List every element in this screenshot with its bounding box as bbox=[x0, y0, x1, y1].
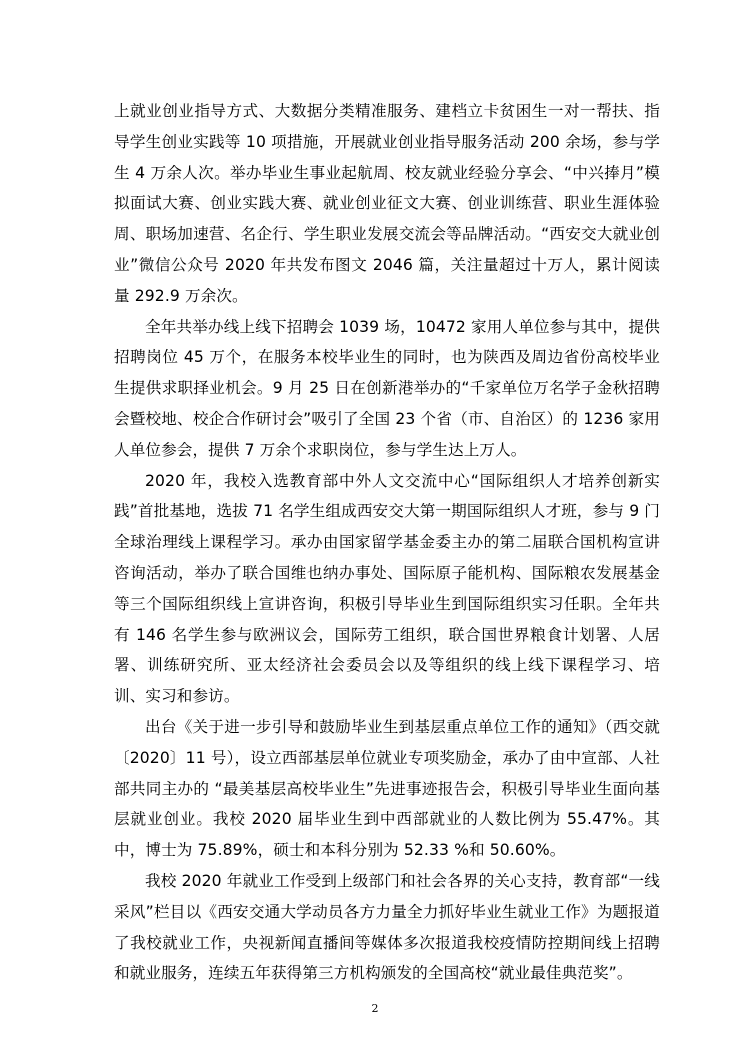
paragraph-5: 我校 2020 年就业工作受到上级部门和社会各界的关心支持，教育部“一线采风”栏目以《西安交通大学动员各方力量全力抓好毕业生就业工作》为题报道了我校就业工作，央视新闻直播间等媒体多次报道我校疫情防控期间线上招聘和就业服务，连续五年获得第三方机构颁发的全国高校“就业最佳典范奖”。 bbox=[114, 871, 660, 983]
page-number: 2 bbox=[371, 1002, 379, 1015]
paragraph-2: 全年共举办线上线下招聘会 1039 场，10472 家用人单位参与其中，提供招聘岗位 45 万个，在服务本校毕业生的同时，也为陕西及周边省份高校毕业生提供求职择业机会。9 月 25 日在创新港举办的“千家单位万名学子金秋招聘会暨校地、校企合作研讨会”吸引了全国 23 个省（市、自治区）的 1236 家用人单位参会，提供 7 万余个求职岗位，参与学生达上万人。 bbox=[114, 317, 660, 459]
paragraph-4: 出台《关于进一步引导和鼓励毕业生到基层重点单位工作的通知》（西交就〔2020〕11 号），设立西部基层单位就业专项奖励金，承办了由中宣部、人社部共同主办的 “最美基层高校毕业生”先进事迹报告会，积极引导毕业生面向基层就业创业。我校 2020 届毕业生到中西部就业的人数比例为 55.47%。其中，博士为 75.89%，硕士和本科分别为 52.33 %和 50.60%。 bbox=[114, 717, 660, 860]
paragraph-1: 上就业创业指导方式、大数据分类精准服务、建档立卡贫困生一对一帮扶、指导学生创业实践等 10 项措施，开展就业创业指导服务活动 200 余场，参与学生 4 万余人次。举办毕业生事业起航周、校友就业经验分享会、“中兴捧月”模拟面试大赛、创业实践大赛、就业创业征文大赛、创业训练营、职业生涯体验周、职场加速营、名企行、学生职业发展交流会等品牌活动。“西安交大就业创业”微信公众号 2020 年共发布图文 2046 篇，关注量超过十万人，累计阅读量 292.9 万余次。 bbox=[114, 102, 660, 305]
document-body bbox=[114, 96, 660, 989]
paragraph-3: 2020 年，我校入选教育部中外人文交流中心“国际组织人才培养创新实践”首批基地，选拔 71 名学生组成西安交大第一期国际组织人才班，参与 9 门全球治理线上课程学习。承办由国家留学基金委主办的第二届联合国机构宣讲咨询活动，举办了联合国维也纳办事处、国际原子能机构、国际粮农发展基金等三个国际组织线上宣讲咨询，积极引导毕业生到国际组织实习任职。全年共有 146 名学生参与欧洲议会，国际劳工组织，联合国世界粮食计划署、人居署、训练研究所、亚太经济社会委员会以及等组织的线上线下课程学习、培训、实习和参访。 bbox=[114, 471, 660, 706]
